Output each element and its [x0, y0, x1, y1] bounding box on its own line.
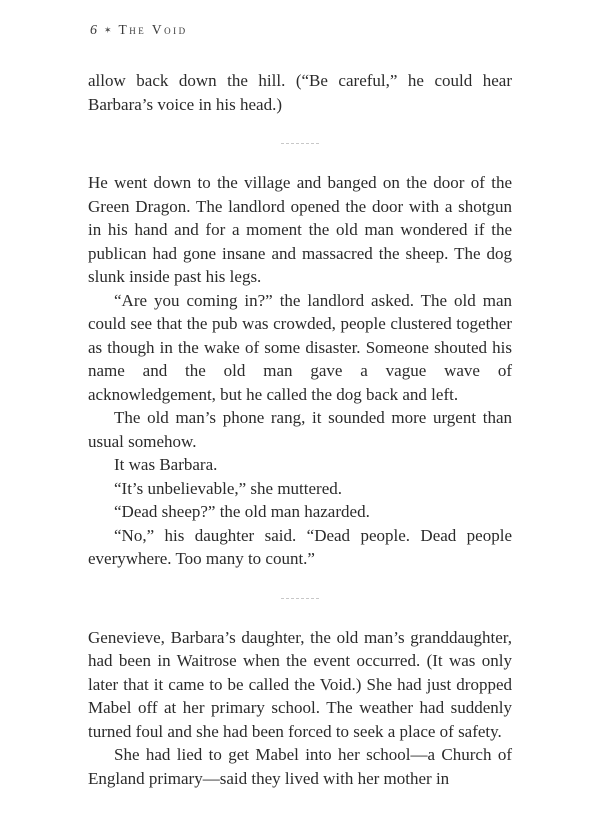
page-number: 6 — [90, 23, 98, 38]
paragraph: The old man’s phone rang, it sounded more urgent than usual somehow. — [88, 408, 512, 451]
paragraph: allow back down the hill. (“Be careful,” he could hear Barbara’s voice in his head.) — [88, 71, 512, 114]
page-header — [90, 22, 512, 39]
paragraph: “No,” his daughter said. “Dead people. Dead people everywhere. Too many to count.” — [88, 525, 512, 568]
paragraph: “It’s unbelievable,” she muttered. — [114, 478, 342, 498]
star-separator-icon: ✶ — [104, 25, 113, 35]
section-divider — [281, 143, 319, 144]
paragraph: “Are you coming in?” the landlord asked. The old man could see that the pub was crowded, people clustered together as though in the wake of some disaster. Someone shouted his name and the old man gave a vague wave of acknowledgement, but he called the dog back and left. — [88, 290, 512, 404]
paragraph: “Dead sheep?” the old man hazarded. — [114, 502, 370, 521]
paragraph: He went down to the village and banged on the door of the Green Dragon. The landlord opened the door with a shotgun in his hand and for a moment the old man wondered if the publican had gone insane and massacred the sheep. The dog slunk inside past his legs. — [88, 173, 512, 286]
section-divider — [281, 598, 319, 599]
book-title: The Void — [118, 22, 188, 37]
paragraph: It was Barbara. — [114, 455, 218, 474]
page-content — [88, 69, 512, 790]
paragraph: Genevieve, Barbara’s daughter, the old man’s granddaughter, had been in Waitrose when the event occurred. (It was only later that it came to be called the Void.) She had just dropped Mabel off at her primary school. The weather had suddenly turned foul and she had been forced to seek a place of safety. — [88, 627, 512, 741]
paragraph: She had lied to get Mabel into her school—a Church of England primary—said they lived with her mother in — [88, 745, 512, 788]
